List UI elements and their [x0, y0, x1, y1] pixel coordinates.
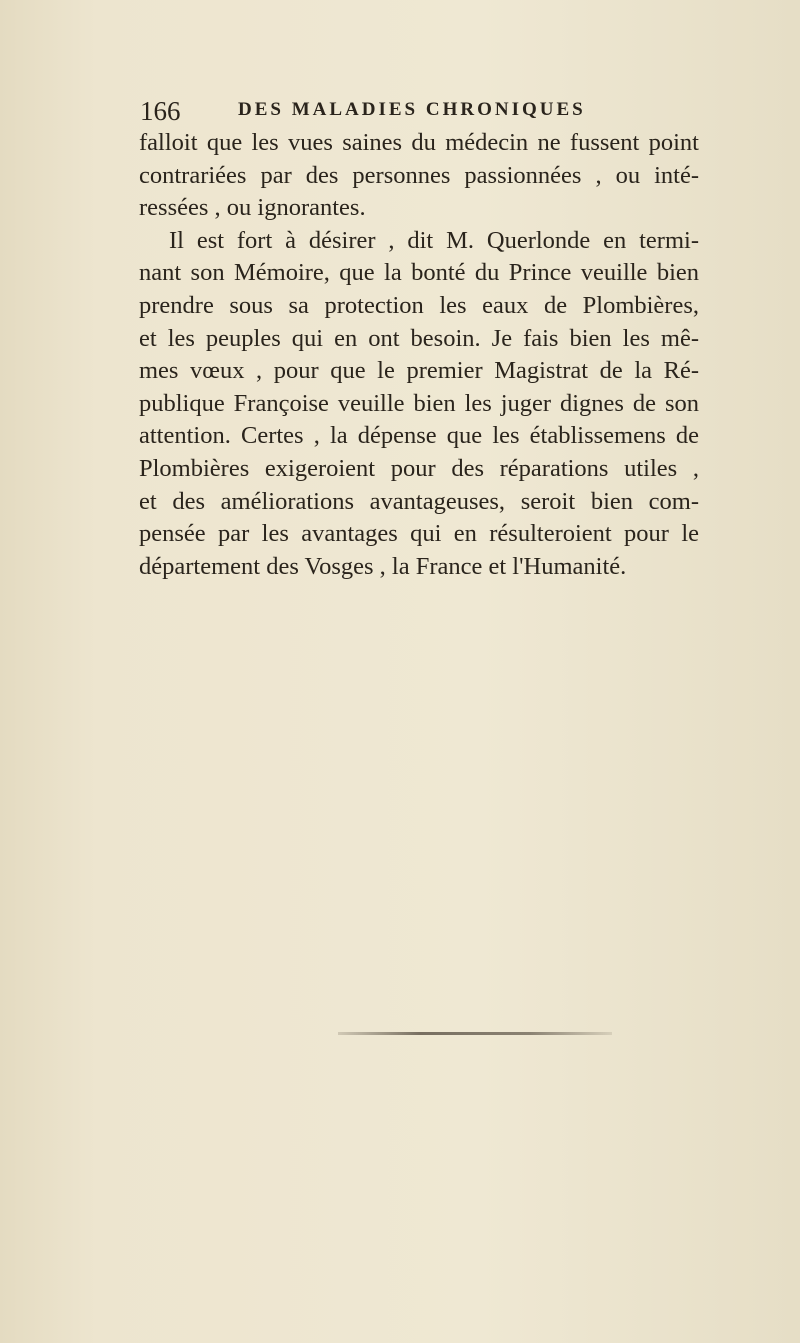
text-line: contrariées par des personnes passionnées , ou inté-	[139, 161, 699, 189]
text-line: ressées , ou ignorantes.	[139, 194, 366, 222]
text-line: et des améliorations avantageuses, seroit bien com-	[139, 487, 699, 515]
text-line: pensée par les avantages qui en résulteroient pour le	[139, 520, 699, 548]
text-line: Il est fort à désirer , dit M. Querlonde en termi-	[169, 226, 699, 254]
body-text	[139, 127, 699, 583]
text-line: nant son Mémoire, que la bonté du Prince veuille bien	[139, 259, 699, 287]
text-line: falloit que les vues saines du médecin ne fussent point	[139, 129, 699, 156]
page-number: 166	[140, 96, 181, 126]
text-line: attention. Certes , la dépense que les établissemens de	[139, 422, 699, 450]
text-line: et les peuples qui en ont besoin. Je fais bien les mê-	[139, 324, 699, 352]
end-rule	[338, 1032, 612, 1035]
text-line: département des Vosges , la France et l'Humanité.	[139, 552, 627, 580]
text-line: publique Françoise veuille bien les juger dignes de son	[139, 389, 699, 417]
text-line: prendre sous sa protection les eaux de Plombières,	[139, 291, 699, 319]
page-header	[140, 96, 660, 130]
text-line: Plombières exigeroient pour des réparations utiles ,	[139, 454, 699, 482]
text-line: mes vœux , pour que le premier Magistrat de la Ré-	[139, 357, 699, 385]
running-title: DES MALADIES CHRONIQUES	[238, 99, 586, 120]
